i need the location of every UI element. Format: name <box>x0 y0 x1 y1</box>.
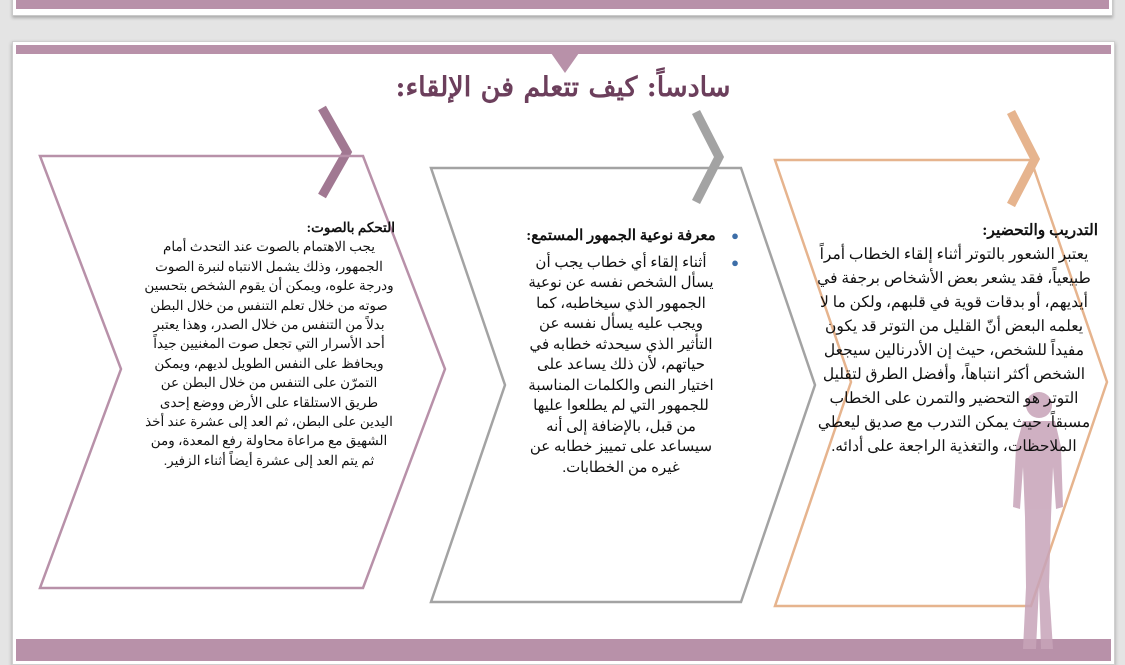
step-heading: معرفة نوعية الجمهور المستمع: <box>526 228 716 244</box>
slide[interactable] <box>12 41 1115 665</box>
step-heading: التحكم بالصوت: <box>306 220 395 235</box>
chevron-top-accent-1 <box>1011 112 1035 205</box>
step-training <box>810 219 1098 459</box>
step-text: أثناء إلقاء أي خطاب يجب أن يسأل الشخص نفسه عن نوعية الجمهور الذي سيخاطبه، كما ويجب عليه يسأل نفسه عن التأثير الذي سيحدثه خطابه في حياتهم، لأن ذلك يساعد على اختيار النص والكلمات المناسبة للجمهور التي لم يطلعوا عليها من قبل، بالإضافة إلى أنه سيساعد على تمييز خطابه عن غيره من الخطابات. <box>528 254 714 476</box>
bullet-icon: ● <box>731 228 739 243</box>
step-voice <box>143 218 395 470</box>
slide-title: سادساً: كيف تتعلم فن الإلقاء: <box>395 72 731 103</box>
chevron-top-accent-3 <box>322 108 347 196</box>
previous-slide-bar <box>16 0 1109 9</box>
previous-slide-edge[interactable] <box>12 0 1113 16</box>
list-item <box>523 253 739 479</box>
chevron-top-accent-2 <box>696 112 719 202</box>
step-heading: التدريب والتحضير: <box>982 222 1098 239</box>
step-audience <box>523 226 741 484</box>
step-text: يعتبر الشعور بالتوتر أثناء إلقاء الخطاب أمراً طبيعياً، فقد يشعر بعض الأشخاص برجفة في أيديهم، أو بدقات قوية في قلبهم، ولكن ما لا يعلمه البعض أنّ القليل من التوتر قد يكون مفيداً للشخص، حيث إن الأدرنالين سيجعل الشخص أكثر انتباهاً، وأفضل الطرق لتقليل التوتر هو التحضير والتمرن على الخطاب مسبقاً، حيث يمكن التدرب مع صديق ليعطي الملاحظات، والتغذية الراجعة على أدائه. <box>817 246 1091 455</box>
bullet-icon: ● <box>731 254 739 270</box>
list-item <box>523 226 739 247</box>
step-text: يجب الاهتمام بالصوت عند التحدث أمام الجمهور، وذلك يشمل الانتباه لنبرة الصوت ودرجة علوه، ويمكن أن يقوم الشخص بتحسين صوته من خلال تعلم التنفس من خلال البطن بدلاً من التنفس من خلال الصدر، وهذا يعتبر أحد الأسرار التي تجعل صوت المغنيين جيداً ويحافظ على النفس الطويل لديهم، ويمكن التمرّن على التنفس من خلال البطن عن طريق الاستلقاء على الأرض ووضع إحدى اليدين على البطن، ثم العد إلى عشرة عند أخذ الشهيق مع مراعاة محاولة رفع المعدة، ومن ثم يتم العد إلى عشرة أيضاً أثناء الزفير. <box>144 239 394 468</box>
